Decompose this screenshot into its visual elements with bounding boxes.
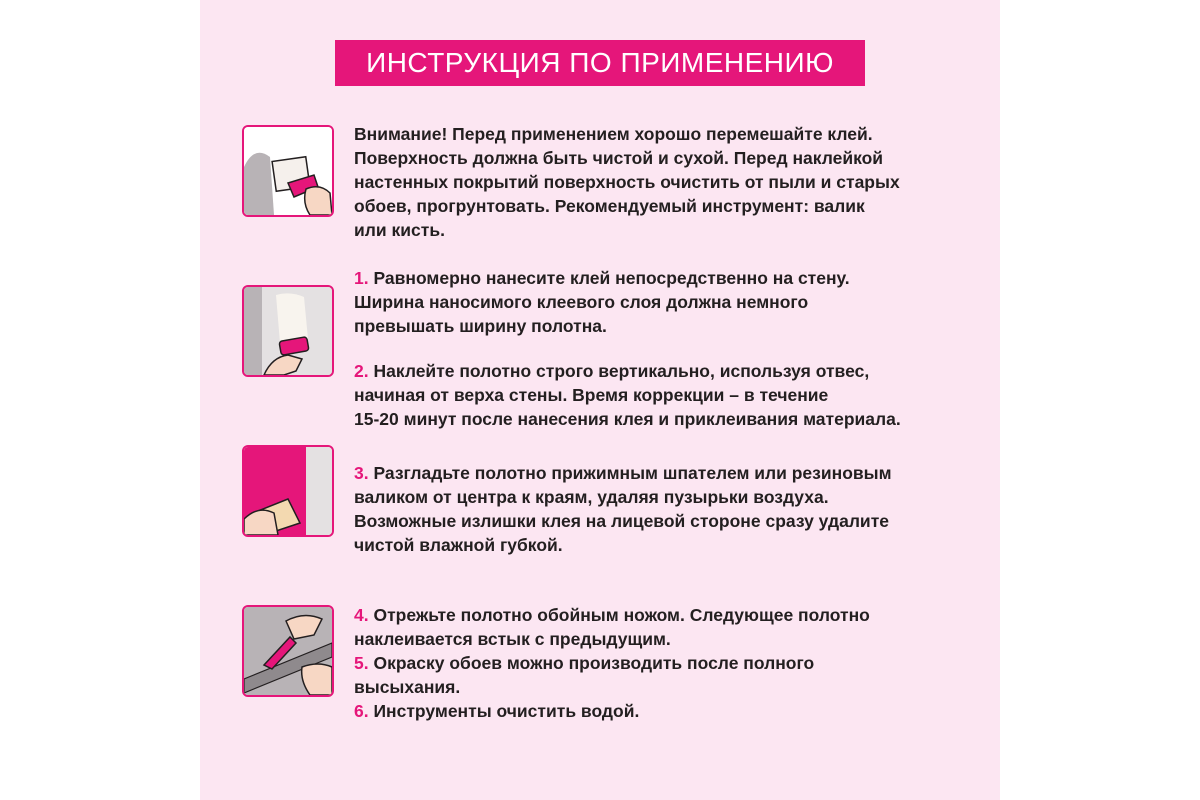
- step-3: [354, 461, 974, 557]
- knife-trim-icon: [242, 605, 334, 697]
- step-number: 1.: [354, 268, 369, 288]
- step-1: [354, 266, 974, 338]
- step-text: Разгладьте полотно прижимным шпателем или резиновым: [368, 463, 892, 483]
- step-text: Окраску обоев можно производить после полного: [368, 653, 815, 673]
- step-text: Равномерно нанесите клей непосредственно на стену.: [368, 268, 850, 288]
- step-2: [354, 359, 974, 431]
- step-number: 4.: [354, 605, 369, 625]
- step-number: 5.: [354, 653, 369, 673]
- step-text: Возможные излишки клея на лицевой стороне сразу удалите: [354, 511, 889, 531]
- step-number: 6.: [354, 701, 369, 721]
- intro-line: обоев, прогрунтовать. Рекомендуемый инструмент: валик: [354, 196, 865, 216]
- intro-line: или кисть.: [354, 220, 445, 240]
- step-text: чистой влажной губкой.: [354, 535, 563, 555]
- step-text: превышать ширину полотна.: [354, 316, 607, 336]
- intro-line: настенных покрытий поверхность очистить от пыли и старых: [354, 172, 900, 192]
- roller-wall-icon: [242, 285, 334, 377]
- step-text: начиная от верха стены. Время коррекции – в течение: [354, 385, 829, 405]
- intro-line: Внимание! Перед применением хорошо перемешайте клей.: [354, 124, 873, 144]
- step-text: высыхания.: [354, 677, 461, 697]
- steps-4-6: [354, 603, 974, 723]
- intro-block: [354, 122, 974, 242]
- step-text: Наклейте полотно строго вертикально, используя отвес,: [368, 361, 870, 381]
- step-text: Отрежьте полотно обойным ножом. Следующее полотно: [368, 605, 870, 625]
- page-title: ИНСТРУКЦИЯ ПО ПРИМЕНЕНИЮ: [335, 40, 865, 86]
- step-text: валиком от центра к краям, удаляя пузырьки воздуха.: [354, 487, 829, 507]
- spatula-smooth-icon: [242, 445, 334, 537]
- step-number: 2.: [354, 361, 369, 381]
- step-text: наклеивается встык с предыдущим.: [354, 629, 671, 649]
- step-text: 15-20 минут после нанесения клея и приклеивания материала.: [354, 409, 901, 429]
- step-number: 3.: [354, 463, 369, 483]
- brush-wall-icon: [242, 125, 334, 217]
- intro-line: Поверхность должна быть чистой и сухой. Перед наклейкой: [354, 148, 884, 168]
- step-text: Инструменты очистить водой.: [368, 701, 640, 721]
- step-text: Ширина наносимого клеевого слоя должна немного: [354, 292, 809, 312]
